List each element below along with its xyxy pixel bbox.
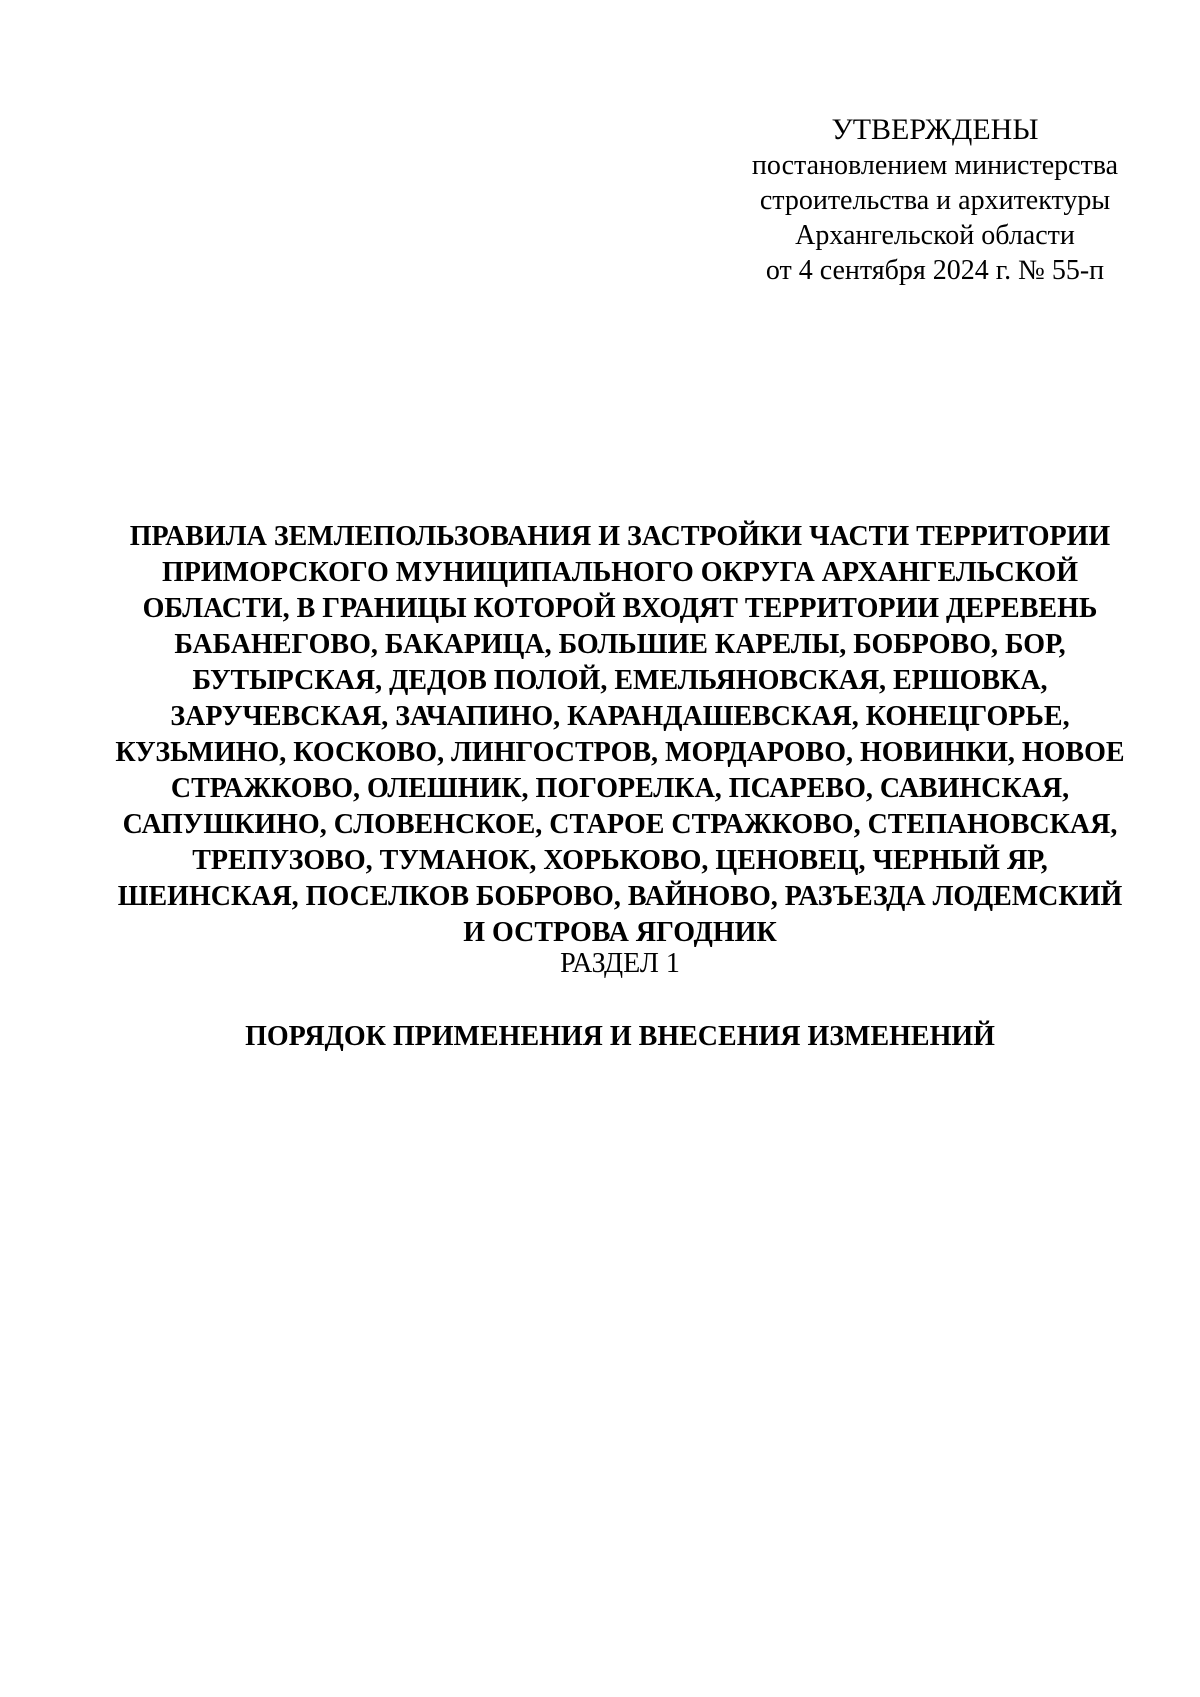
approval-stamp — [745, 112, 1125, 288]
title-line: ПРАВИЛА ЗЕМЛЕПОЛЬЗОВАНИЯ И ЗАСТРОЙКИ ЧАСТИ ТЕРРИТОРИИ — [129, 521, 1111, 552]
title-line: КУЗЬМИНО, КОСКОВО, ЛИНГОСТРОВ, МОРДАРОВО, НОВИНКИ, НОВОЕ — [115, 737, 1125, 768]
section-title: ПОРЯДОК ПРИМЕНЕНИЯ И ВНЕСЕНИЯ ИЗМЕНЕНИЙ — [245, 1021, 995, 1052]
section-label: РАЗДЕЛ 1 — [560, 948, 680, 979]
title-line: БУТЫРСКАЯ, ДЕДОВ ПОЛОЙ, ЕМЕЛЬЯНОВСКАЯ, ЕРШОВКА, — [192, 665, 1048, 696]
title-line: БАБАНЕГОВО, БАКАРИЦА, БОЛЬШИЕ КАРЕЛЫ, БОБРОВО, БОР, — [174, 629, 1066, 660]
title-line: ТРЕПУЗОВО, ТУМАНОК, ХОРЬКОВО, ЦЕНОВЕЦ, ЧЕРНЫЙ ЯР, — [192, 845, 1048, 876]
document-title — [100, 519, 1140, 951]
approval-line: постановлением министерства — [751, 150, 1119, 181]
title-line: ШЕИНСКАЯ, ПОСЕЛКОВ БОБРОВО, ВАЙНОВО, РАЗЪЕЗДА ЛОДЕМСКИЙ — [117, 881, 1123, 912]
title-line: ПРИМОРСКОГО МУНИЦИПАЛЬНОГО ОКРУГА АРХАНГЕЛЬСКОЙ — [161, 557, 1078, 588]
title-line: ЗАРУЧЕВСКАЯ, ЗАЧАПИНО, КАРАНДАШЕВСКАЯ, КОНЕЦГОРЬЕ, — [170, 701, 1070, 732]
title-line: И ОСТРОВА ЯГОДНИК — [463, 917, 777, 948]
approval-heading: УТВЕРЖДЕНЫ — [831, 113, 1039, 146]
approval-line: строительства и архитектуры — [759, 185, 1111, 216]
approval-line: Архангельской области — [795, 220, 1075, 251]
title-line: ОБЛАСТИ, В ГРАНИЦЫ КОТОРОЙ ВХОДЯТ ТЕРРИТОРИИ ДЕРЕВЕНЬ — [142, 593, 1098, 624]
title-line: САПУШКИНО, СЛОВЕНСКОЕ, СТАРОЕ СТРАЖКОВО, СТЕПАНОВСКАЯ, — [122, 809, 1118, 840]
approval-line: от 4 сентября 2024 г. № 55-п — [765, 255, 1105, 286]
title-line: СТРАЖКОВО, ОЛЕШНИК, ПОГОРЕЛКА, ПСАРЕВО, САВИНСКАЯ, — [170, 773, 1070, 804]
